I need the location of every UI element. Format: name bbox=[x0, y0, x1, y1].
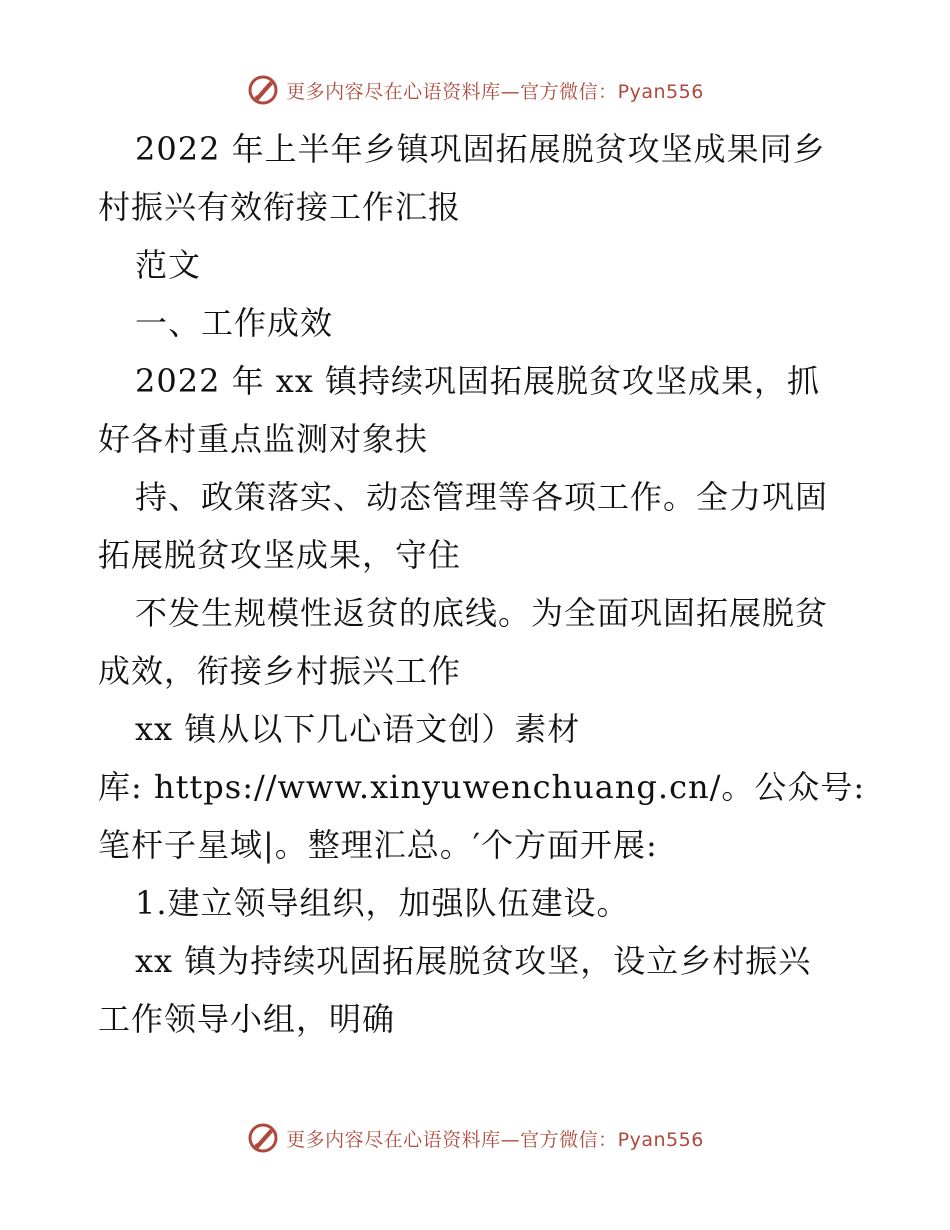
paragraph-line: 笔杆子星域|。整理汇总。′个方面开展: bbox=[98, 826, 658, 864]
header-banner bbox=[0, 70, 950, 110]
paragraph-line: 拓展脱贫攻坚成果，守住 bbox=[98, 536, 462, 574]
paragraph-line: xx 镇从以下几心语文创）素材 bbox=[135, 710, 581, 748]
paragraph-line: xx 镇为持续巩固拓展脱贫攻坚，设立乡村振兴 bbox=[135, 942, 812, 980]
quill-pen-circle-icon bbox=[246, 73, 280, 107]
footer-banner-text: 更多内容尽在心语资料库—官方微信：Pyan556 bbox=[286, 1128, 704, 1151]
paragraph-line: 工作领导小组，明确 bbox=[98, 1000, 396, 1038]
paragraph-line: 库: https://www.xinyuwenchuang.cn/。公众号: bbox=[98, 768, 866, 806]
paragraph-line: 2022 年 xx 镇持续巩固拓展脱贫攻坚成果，抓 bbox=[135, 362, 821, 400]
paragraph-line: 好各村重点监测对象扶 bbox=[98, 420, 429, 458]
document-body bbox=[98, 120, 866, 1048]
doc-title-line-1: 2022 年上半年乡镇巩固拓展脱贫攻坚成果同乡 bbox=[135, 130, 826, 168]
section-heading: 一、工作成效 bbox=[135, 304, 334, 342]
paragraph-line: 成效，衔接乡村振兴工作 bbox=[98, 652, 462, 690]
doc-title-line-2: 村振兴有效衔接工作汇报 bbox=[98, 188, 462, 226]
subsection-heading: 1.建立领导组织，加强队伍建设。 bbox=[135, 884, 630, 922]
paragraph-line: 不发生规模性返贫的底线。为全面巩固拓展脱贫 bbox=[135, 594, 829, 632]
quill-pen-circle-icon bbox=[246, 1121, 280, 1155]
doc-subtitle: 范文 bbox=[135, 246, 202, 284]
footer-banner bbox=[0, 1118, 950, 1158]
header-banner-text: 更多内容尽在心语资料库—官方微信：Pyan556 bbox=[286, 80, 704, 103]
paragraph-line: 持、政策落实、动态管理等各项工作。全力巩固 bbox=[135, 478, 829, 516]
